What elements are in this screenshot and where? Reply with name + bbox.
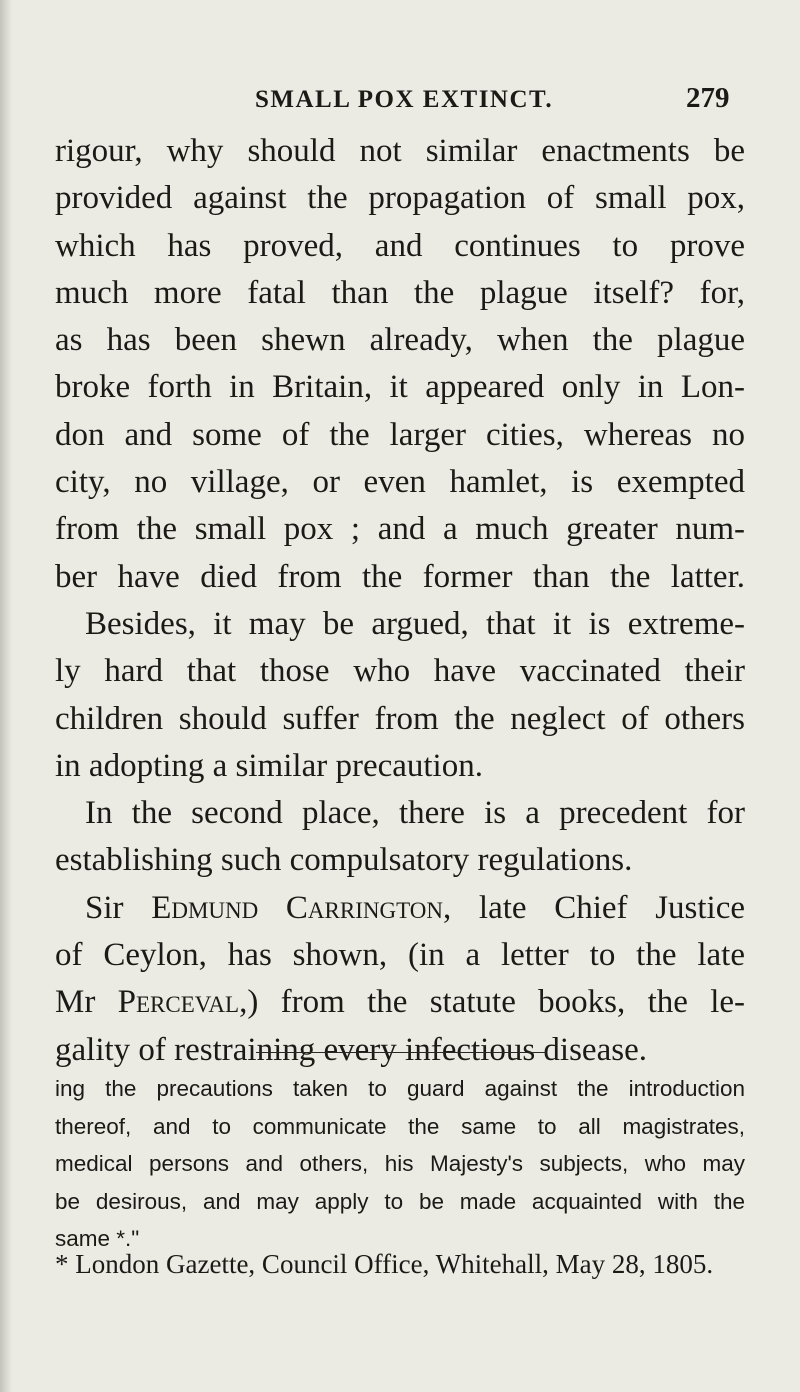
body-line-perceval (55, 979, 745, 1026)
running-title: SMALL POX EXTINCT. (255, 86, 554, 113)
running-head (0, 82, 800, 122)
footnote-line: thereof, and to communicate the same to all magistrates, (55, 1113, 745, 1139)
body-line-carrington (55, 885, 745, 932)
footnote-quote (55, 1070, 745, 1258)
footnote-source: * London Gazette, Council Office, Whitehall, May 28, 1805. (55, 1249, 714, 1279)
body-line: of Ceylon, has shown, (in a letter to the late (55, 937, 745, 974)
body-text-fragment: ) from the statute books, the le- (247, 984, 745, 1021)
body-line: children should suffer from the neglect of others (55, 700, 745, 737)
body-line: from the small pox ; and a much greater num- (55, 511, 745, 548)
body-line: rigour, why should not similar enactments be (55, 133, 745, 169)
body-line: In the second place, there is a precedent for (85, 795, 745, 832)
body-line: Besides, it may be argued, that it is extreme- (85, 605, 745, 642)
body-line: gality of restraining every infectious disease. (55, 1031, 647, 1068)
body-line: ly hard that those who have vaccinated their (55, 653, 745, 690)
body-line: much more fatal than the plague itself? for, (55, 274, 745, 311)
body-line: broke forth in Britain, it appeared only in Lon- (55, 369, 745, 406)
body-text-fragment: late Chief Justice (478, 889, 745, 926)
body-line: ber have died from the former than the latter. (55, 558, 745, 595)
body-line: as has been shewn already, when the plague (55, 322, 745, 359)
body-text-fragment: Sir (85, 889, 124, 926)
gutter-shadow (0, 0, 12, 1392)
body-text (55, 128, 745, 1074)
page-number: 279 (686, 82, 730, 114)
body-text-fragment: Mr (55, 984, 96, 1021)
person-name: Edmund Carrington, (151, 889, 452, 926)
footnote-line: same *." (55, 1226, 140, 1251)
body-line: establishing such compulsatory regulations. (55, 842, 633, 879)
footnote-line: be desirous, and may apply to be made acquainted with the (55, 1188, 745, 1214)
footnote-line: ing the precautions taken to guard against the introduction (55, 1076, 745, 1101)
person-name: Perceval, (117, 984, 248, 1021)
footnote-line: medical persons and others, his Majesty's subjects, who may (55, 1151, 745, 1176)
footnote-rule (256, 1052, 546, 1053)
body-line: provided against the propagation of small pox, (55, 180, 745, 217)
body-line: in adopting a similar precaution. (55, 747, 483, 784)
body-line: city, no village, or even hamlet, is exempted (55, 464, 745, 501)
body-line: don and some of the larger cities, whereas no (55, 416, 745, 453)
body-line: which has proved, and continues to prove (55, 227, 745, 264)
